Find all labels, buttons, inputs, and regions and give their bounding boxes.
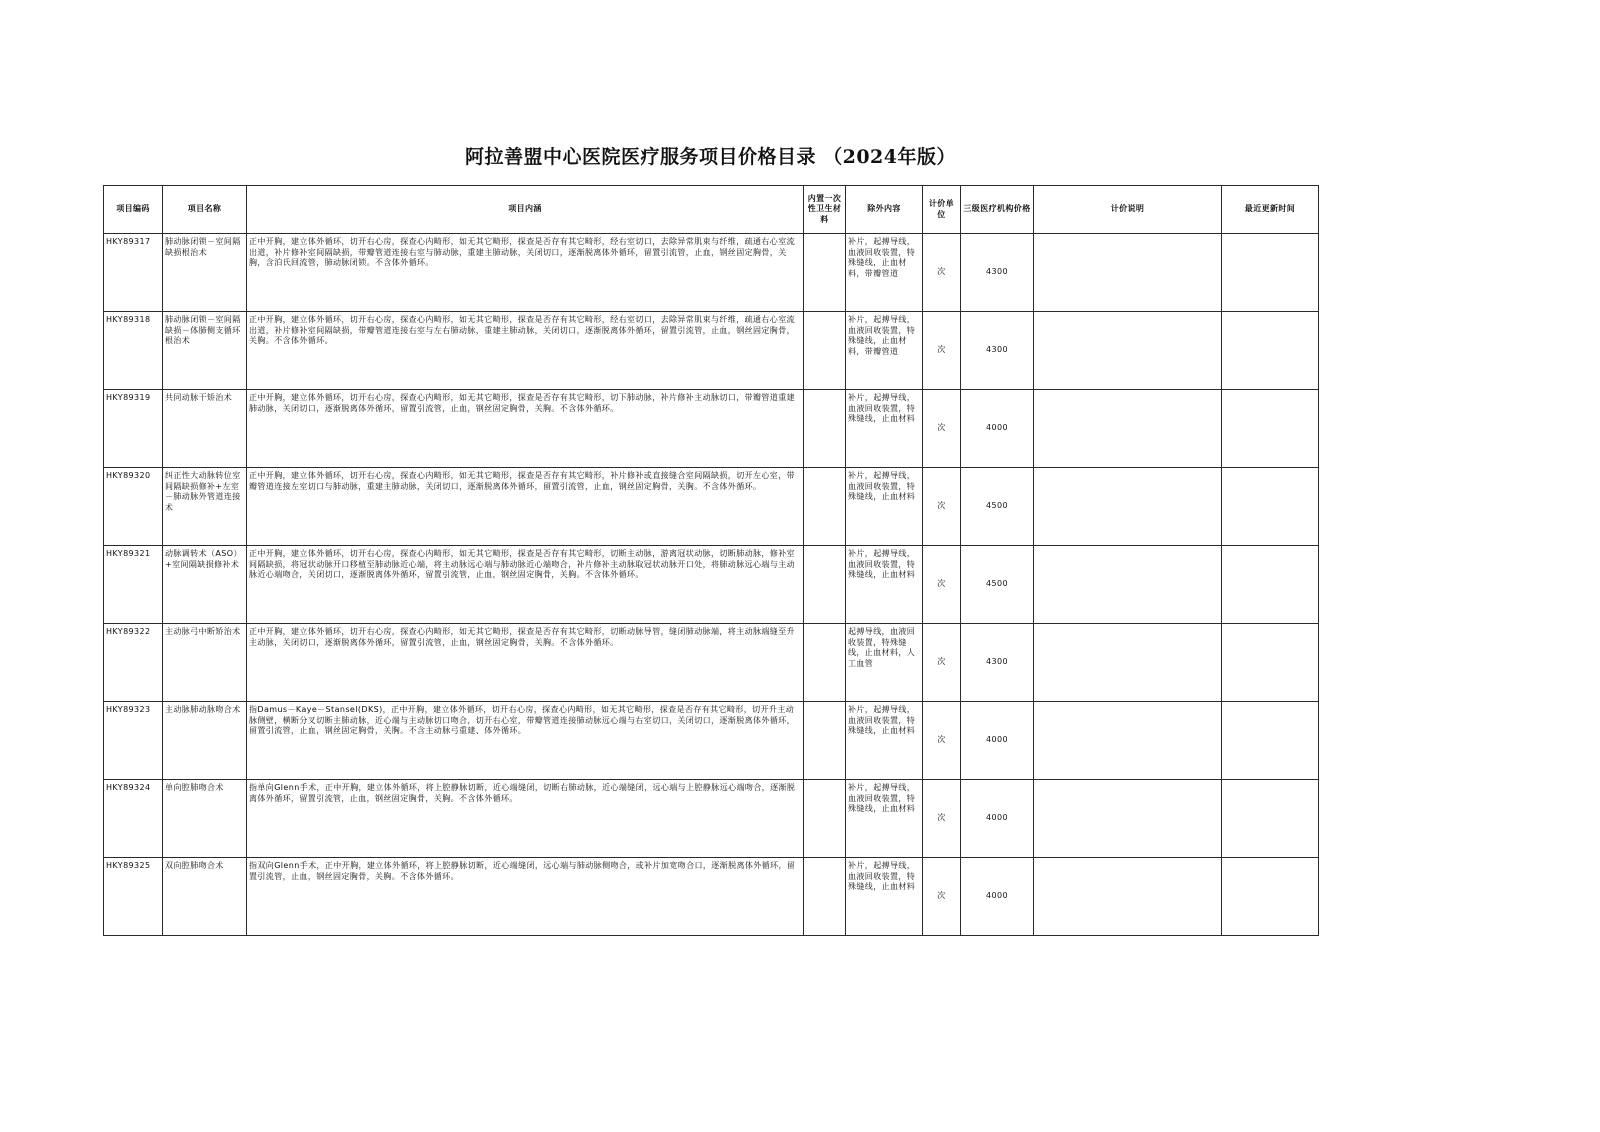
item-unit: 次 — [923, 390, 961, 468]
table-row — [104, 702, 1319, 780]
table-row — [104, 390, 1319, 468]
header-name: 项目名称 — [163, 186, 247, 234]
item-updated — [1222, 780, 1319, 858]
price-table — [103, 185, 1319, 936]
item-code: HKY89321 — [104, 546, 163, 624]
item-code: HKY89324 — [104, 780, 163, 858]
item-note — [1034, 468, 1222, 546]
item-updated — [1222, 702, 1319, 780]
item-unit: 次 — [923, 858, 961, 936]
item-updated — [1222, 624, 1319, 702]
header-note: 计价说明 — [1034, 186, 1222, 234]
item-excluded-text: 补片，起搏导线，血液回收装置，特殊缝线，止血材料 — [848, 393, 916, 423]
table-row — [104, 780, 1319, 858]
item-price: 4300 — [961, 312, 1034, 390]
item-price: 4000 — [961, 780, 1034, 858]
item-content-text: 正中开胸，建立体外循环，切开右心房，探查心内畸形，如无其它畸形，探查是否存有其它畸形，经右室切口，去除异常肌束与纤维，疏通右心室流出道，补片修补室间隔缺损，带瓣管道连接右室与肺动脉，重建主肺动脉，关闭切口，逐渐脱离体外循环，留置引流管，止血，钢丝固定胸骨，关胸，含泊氏回流管，肺动脉闭锁。不含体外循环。 — [249, 237, 795, 267]
item-materials — [804, 858, 846, 936]
item-content-text: 指单向Glenn手术，正中开胸，建立体外循环，将上腔静脉切断，近心端缝闭，切断右肺动脉，近心端缝闭，远心端与上腔静脉远心端吻合，逐渐脱离体外循环，留置引流管，止血，钢丝固定胸骨，关胸。不含体外循环。 — [249, 783, 796, 803]
item-name: 肺动脉闭锁－室间隔缺损根治术 — [163, 234, 247, 312]
item-excluded-text: 补片，起搏导线，血液回收装置，特殊缝线，止血材料 — [848, 471, 916, 501]
item-materials — [804, 546, 846, 624]
item-updated — [1222, 234, 1319, 312]
table-row — [104, 234, 1319, 312]
item-unit: 次 — [923, 546, 961, 624]
header-updated: 最近更新时间 — [1222, 186, 1319, 234]
item-content — [247, 858, 804, 936]
item-name: 肺动脉闭锁－室间隔缺损－体肺侧支循环根治术 — [163, 312, 247, 390]
item-unit: 次 — [923, 624, 961, 702]
item-content-text: 正中开胸，建立体外循环，切开右心房，探查心内畸形，如无其它畸形，探查是否存有其它畸形，切断动脉导管，缝闭肺动脉端，将主动脉端缝至升主动脉，关闭切口，逐渐脱离体外循环，留置引流管，止血，钢丝固定胸骨，关胸。不含体外循环。 — [249, 627, 795, 647]
page-title: 阿拉善盟中心医院医疗服务项目价格目录 （2024年版） — [465, 146, 956, 168]
item-price: 4300 — [961, 234, 1034, 312]
item-content — [247, 390, 804, 468]
item-content — [247, 702, 804, 780]
item-excluded — [846, 390, 923, 468]
item-name: 单向腔肺吻合术 — [163, 780, 247, 858]
item-content-text: 正中开胸，建立体外循环，切开右心房，探查心内畸形，如无其它畸形，探查是否存有其它畸形，切下肺动脉，补片修补主动脉切口，带瓣管道重建肺动脉，关闭切口，逐渐脱离体外循环，留置引流管，止血，钢丝固定胸骨，关胸。不含体外循环。 — [249, 393, 795, 413]
item-code: HKY89320 — [104, 468, 163, 546]
item-note — [1034, 702, 1222, 780]
item-note — [1034, 780, 1222, 858]
header-price: 三级医疗机构价格 — [961, 186, 1034, 234]
item-note — [1034, 858, 1222, 936]
table-header-row — [104, 186, 1319, 234]
item-excluded-text: 起搏导线，血液回收装置，特殊缝线，止血材料，人工血管 — [848, 627, 916, 668]
item-code: HKY89322 — [104, 624, 163, 702]
item-materials — [804, 390, 846, 468]
item-note — [1034, 546, 1222, 624]
item-content-text: 指Damus－Kaye－Stansel(DKS)，正中开胸，建立体外循环，切开右心房，探查心内畸形，如无其它畸形，探查是否存有其它畸形，切开升主动脉侧壁，横断分叉切断主肺动脉，近心端与主动脉切口吻合，切开右心室，带瓣管道连接肺动脉远心端与右室切口，关闭切口，逐渐脱离体外循环，留置引流管，止血，钢丝固定胸骨，关胸。不含主动脉弓重建、体外循环。 — [249, 705, 795, 735]
item-code: HKY89319 — [104, 390, 163, 468]
item-code: HKY89317 — [104, 234, 163, 312]
item-excluded-text: 补片，起搏导线，血液回收装置，特殊缝线，止血材料 — [848, 783, 916, 813]
item-excluded-text: 补片，起搏导线，血液回收装置，特殊缝线，止血材料 — [848, 861, 916, 891]
item-excluded — [846, 780, 923, 858]
item-excluded — [846, 312, 923, 390]
item-content — [247, 234, 804, 312]
item-name: 纠正性大动脉转位室间隔缺损修补+左室－肺动脉外管道连接术 — [163, 468, 247, 546]
table-row — [104, 468, 1319, 546]
item-content — [247, 546, 804, 624]
item-updated — [1222, 858, 1319, 936]
item-excluded — [846, 858, 923, 936]
item-price: 4000 — [961, 702, 1034, 780]
header-code: 项目编码 — [104, 186, 163, 234]
item-price: 4000 — [961, 858, 1034, 936]
item-materials — [804, 312, 846, 390]
item-updated — [1222, 390, 1319, 468]
item-note — [1034, 312, 1222, 390]
item-price: 4300 — [961, 624, 1034, 702]
item-materials — [804, 234, 846, 312]
item-excluded — [846, 234, 923, 312]
item-code: HKY89318 — [104, 312, 163, 390]
item-updated — [1222, 468, 1319, 546]
item-excluded-text: 补片，起搏导线，血液回收装置，特殊缝线，止血材料，带瓣管道 — [848, 237, 916, 278]
table-row — [104, 546, 1319, 624]
item-materials — [804, 780, 846, 858]
item-content-text: 正中开胸，建立体外循环，切开右心房，探查心内畸形，如无其它畸形，探查是否存有其它畸形，补片修补或直接缝合室间隔缺损，切开左心室，带瓣管道连接左室切口与肺动脉，重建主肺动脉，关闭切口，逐渐脱离体外循环，留置引流管，止血，钢丝固定胸骨，关胸。不含体外循环。 — [249, 471, 795, 491]
item-content-text: 正中开胸，建立体外循环，切开右心房，探查心内畸形，如无其它畸形，探查是否存有其它畸形，经右室切口，去除异常肌束与纤维，疏通右心室流出道，补片修补室间隔缺损，带瓣管道连接右室与左右肺动脉，重建主肺动脉，关闭切口，逐渐脱离体外循环，留置引流管，止血，钢丝固定胸骨，关胸。不含体外循环。 — [249, 315, 795, 345]
item-name: 主动脉肺动脉吻合术 — [163, 702, 247, 780]
item-content — [247, 468, 804, 546]
item-unit: 次 — [923, 234, 961, 312]
item-content — [247, 780, 804, 858]
header-unit: 计价单位 — [923, 186, 961, 234]
item-excluded — [846, 624, 923, 702]
item-note — [1034, 390, 1222, 468]
item-materials — [804, 624, 846, 702]
item-unit: 次 — [923, 702, 961, 780]
item-materials — [804, 702, 846, 780]
item-note — [1034, 234, 1222, 312]
item-content — [247, 624, 804, 702]
header-excluded: 除外内容 — [846, 186, 923, 234]
item-name: 主动脉弓中断矫治术 — [163, 624, 247, 702]
item-name: 共同动脉干矫治术 — [163, 390, 247, 468]
item-excluded — [846, 702, 923, 780]
table-row — [104, 858, 1319, 936]
item-code: HKY89323 — [104, 702, 163, 780]
table-row — [104, 624, 1319, 702]
item-unit: 次 — [923, 312, 961, 390]
item-excluded-text: 补片，起搏导线，血液回收装置，特殊缝线，止血材料 — [848, 549, 916, 579]
item-excluded — [846, 546, 923, 624]
item-excluded — [846, 468, 923, 546]
item-price: 4000 — [961, 390, 1034, 468]
item-price: 4500 — [961, 546, 1034, 624]
item-name: 动脉调转术（ASO）+室间隔缺损修补术 — [163, 546, 247, 624]
item-content-text: 指双向Glenn手术，正中开胸，建立体外循环，将上腔静脉切断，近心端缝闭，远心端与肺动脉侧吻合，或补片加宽吻合口，逐渐脱离体外循环，留置引流管，止血，钢丝固定胸骨，关胸。不含体外循环。 — [249, 861, 796, 881]
item-code: HKY89325 — [104, 858, 163, 936]
item-updated — [1222, 312, 1319, 390]
item-updated — [1222, 546, 1319, 624]
item-unit: 次 — [923, 468, 961, 546]
item-content — [247, 312, 804, 390]
item-excluded-text: 补片，起搏导线，血液回收装置，特殊缝线，止血材料 — [848, 705, 916, 735]
item-price: 4500 — [961, 468, 1034, 546]
item-excluded-text: 补片，起搏导线，血液回收装置，特殊缝线，止血材料，带瓣管道 — [848, 315, 916, 356]
header-materials: 内置一次性卫生材料 — [804, 186, 846, 234]
item-unit: 次 — [923, 780, 961, 858]
header-content: 项目内涵 — [247, 186, 804, 234]
item-materials — [804, 468, 846, 546]
item-name: 双向腔肺吻合术 — [163, 858, 247, 936]
item-content-text: 正中开胸，建立体外循环，切开右心房，探查心内畸形，如无其它畸形，探查是否存有其它畸形，切断主动脉，游离冠状动脉，切断肺动脉，修补室间隔缺损，将冠状动脉开口移植至肺动脉近心端，将主动脉远心端与肺动脉近心端吻合，补片修补主动脉取冠状动脉开口处，将肺动脉远心端与主动脉近心端吻合，关闭切口，逐渐脱离体外循环，留置引流管，止血，钢丝固定胸骨，关胸。不含体外循环。 — [249, 549, 795, 579]
table-row — [104, 312, 1319, 390]
item-note — [1034, 624, 1222, 702]
